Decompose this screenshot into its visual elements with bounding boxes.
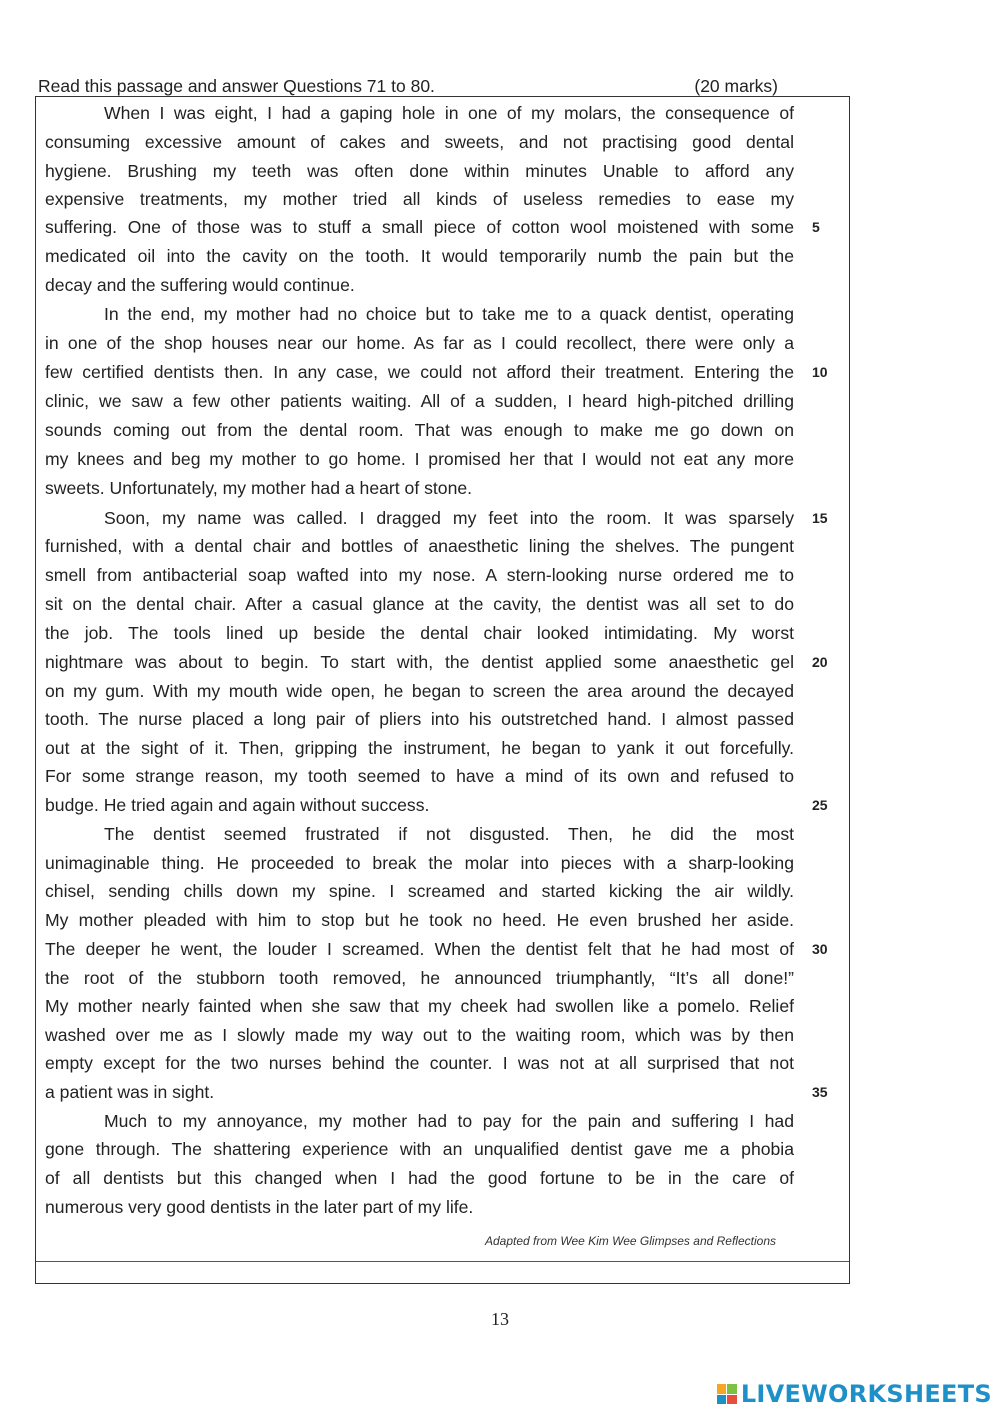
line-number: 25 [812,797,828,813]
marks-text: (20 marks) [694,76,778,96]
passage-line: few certified dentists then. In any case, we could not afford their treatment. Entering the [45,362,794,382]
passage-line: My mother nearly fainted when she saw that my cheek had swollen like a pomelo. Relief [45,996,794,1016]
logo-text: LIVEWORKSHEETS [740,1380,992,1408]
passage-line: out at the sight of it. Then, gripping the instrument, he began to yank it out forcefully. [45,738,794,758]
source-credit: Adapted from Wee Kim Wee Glimpses and Reflections [484,1234,776,1248]
liveworksheets-logo-icon [717,1384,737,1404]
passage-line: suffering. One of those was to stuff a small piece of cotton wool moistened with some [45,217,794,237]
passage-line: the job. The tools lined up beside the dental chair looked intimidating. My worst [45,623,794,643]
passage-line: For some strange reason, my tooth seemed to have a mind of its own and refused to [45,766,794,786]
passage-line: washed over me as I slowly made my way out to the waiting room, which was by then [45,1025,794,1045]
passage-line: nightmare was about to begin. To start with, the dentist applied some anaesthetic gel [45,652,794,672]
passage-line: The deeper he went, the louder I screamed. When the dentist felt that he had most of [45,939,794,959]
passage-line: expensive treatments, my mother tried all kinds of useless remedies to ease my [45,189,794,209]
liveworksheets-logo[interactable] [717,1380,992,1408]
line-number: 30 [812,941,828,957]
passage-line: gone through. The shattering experience with an unqualified dentist gave me a phobia [45,1139,794,1159]
line-number: 10 [812,364,828,380]
page-number: 13 [491,1309,509,1329]
passage-line: The dentist seemed frustrated if not disgusted. Then, he did the most [104,824,794,844]
passage-line: chisel, sending chills down my spine. I screamed and started kicking the air wildly. [45,881,794,901]
passage-line: smell from antibacterial soap wafted into my nose. A stern-looking nurse ordered me to [45,565,794,585]
passage-line: medicated oil into the cavity on the tooth. It would temporarily numb the pain but the [45,246,794,266]
passage-line: sounds coming out from the dental room. That was enough to make me go down on [45,420,794,440]
passage-line: in one of the shop houses near our home. As far as I could recollect, there were only a [45,333,794,353]
passage-line: budge. He tried again and again without success. [45,795,430,815]
passage-line: the root of the stubborn tooth removed, he announced triumphantly, “It’s all done!” [45,968,794,988]
passage-line: numerous very good dentists in the later part of my life. [45,1197,474,1217]
passage-line: My mother pleaded with him to stop but he took no heed. He even brushed her aside. [45,910,794,930]
line-number: 15 [812,510,828,526]
line-number: 35 [812,1084,828,1100]
passage-line: In the end, my mother had no choice but to take me to a quack dentist, operating [104,304,794,324]
frame-inner-divider [36,1261,849,1262]
passage-line: hygiene. Brushing my teeth was often done within minutes Unable to afford any [45,161,794,181]
passage-line: tooth. The nurse placed a long pair of pliers into his outstretched hand. I almost passed [45,709,794,729]
passage-line: of all dentists but this changed when I had the good fortune to be in the care of [45,1168,794,1188]
passage-line: a patient was in sight. [45,1082,215,1102]
passage-line: my knees and beg my mother to go home. I promised her that I would not eat any more [45,449,794,469]
passage-line: empty except for the two nurses behind the counter. I was not at all surprised that not [45,1053,794,1073]
passage-line: unimaginable thing. He proceeded to break the molar into pieces with a sharp-looking [45,853,794,873]
passage-line: Soon, my name was called. I dragged my feet into the room. It was sparsely [104,508,794,528]
passage-line: clinic, we saw a few other patients waiting. All of a sudden, I heard high-pitched drilling [45,391,794,411]
passage-line: furnished, with a dental chair and bottles of anaesthetic lining the shelves. The pungent [45,536,794,556]
passage-line: Much to my annoyance, my mother had to pay for the pain and suffering I had [104,1111,794,1131]
passage-line: When I was eight, I had a gaping hole in one of my molars, the consequence of [104,103,794,123]
passage-line: sit on the dental chair. After a casual glance at the cavity, the dentist was all set to do [45,594,794,614]
passage-header [38,74,778,98]
line-number: 5 [812,219,820,235]
line-number: 20 [812,654,828,670]
passage-line: sweets. Unfortunately, my mother had a heart of stone. [45,478,473,498]
passage-line: consuming excessive amount of cakes and sweets, and not practising good dental [45,132,794,152]
instruction-text: Read this passage and answer Questions 71 to 80. [38,76,435,96]
passage-line: on my gum. With my mouth wide open, he began to screen the area around the decayed [45,681,794,701]
passage-line: decay and the suffering would continue. [45,275,355,295]
